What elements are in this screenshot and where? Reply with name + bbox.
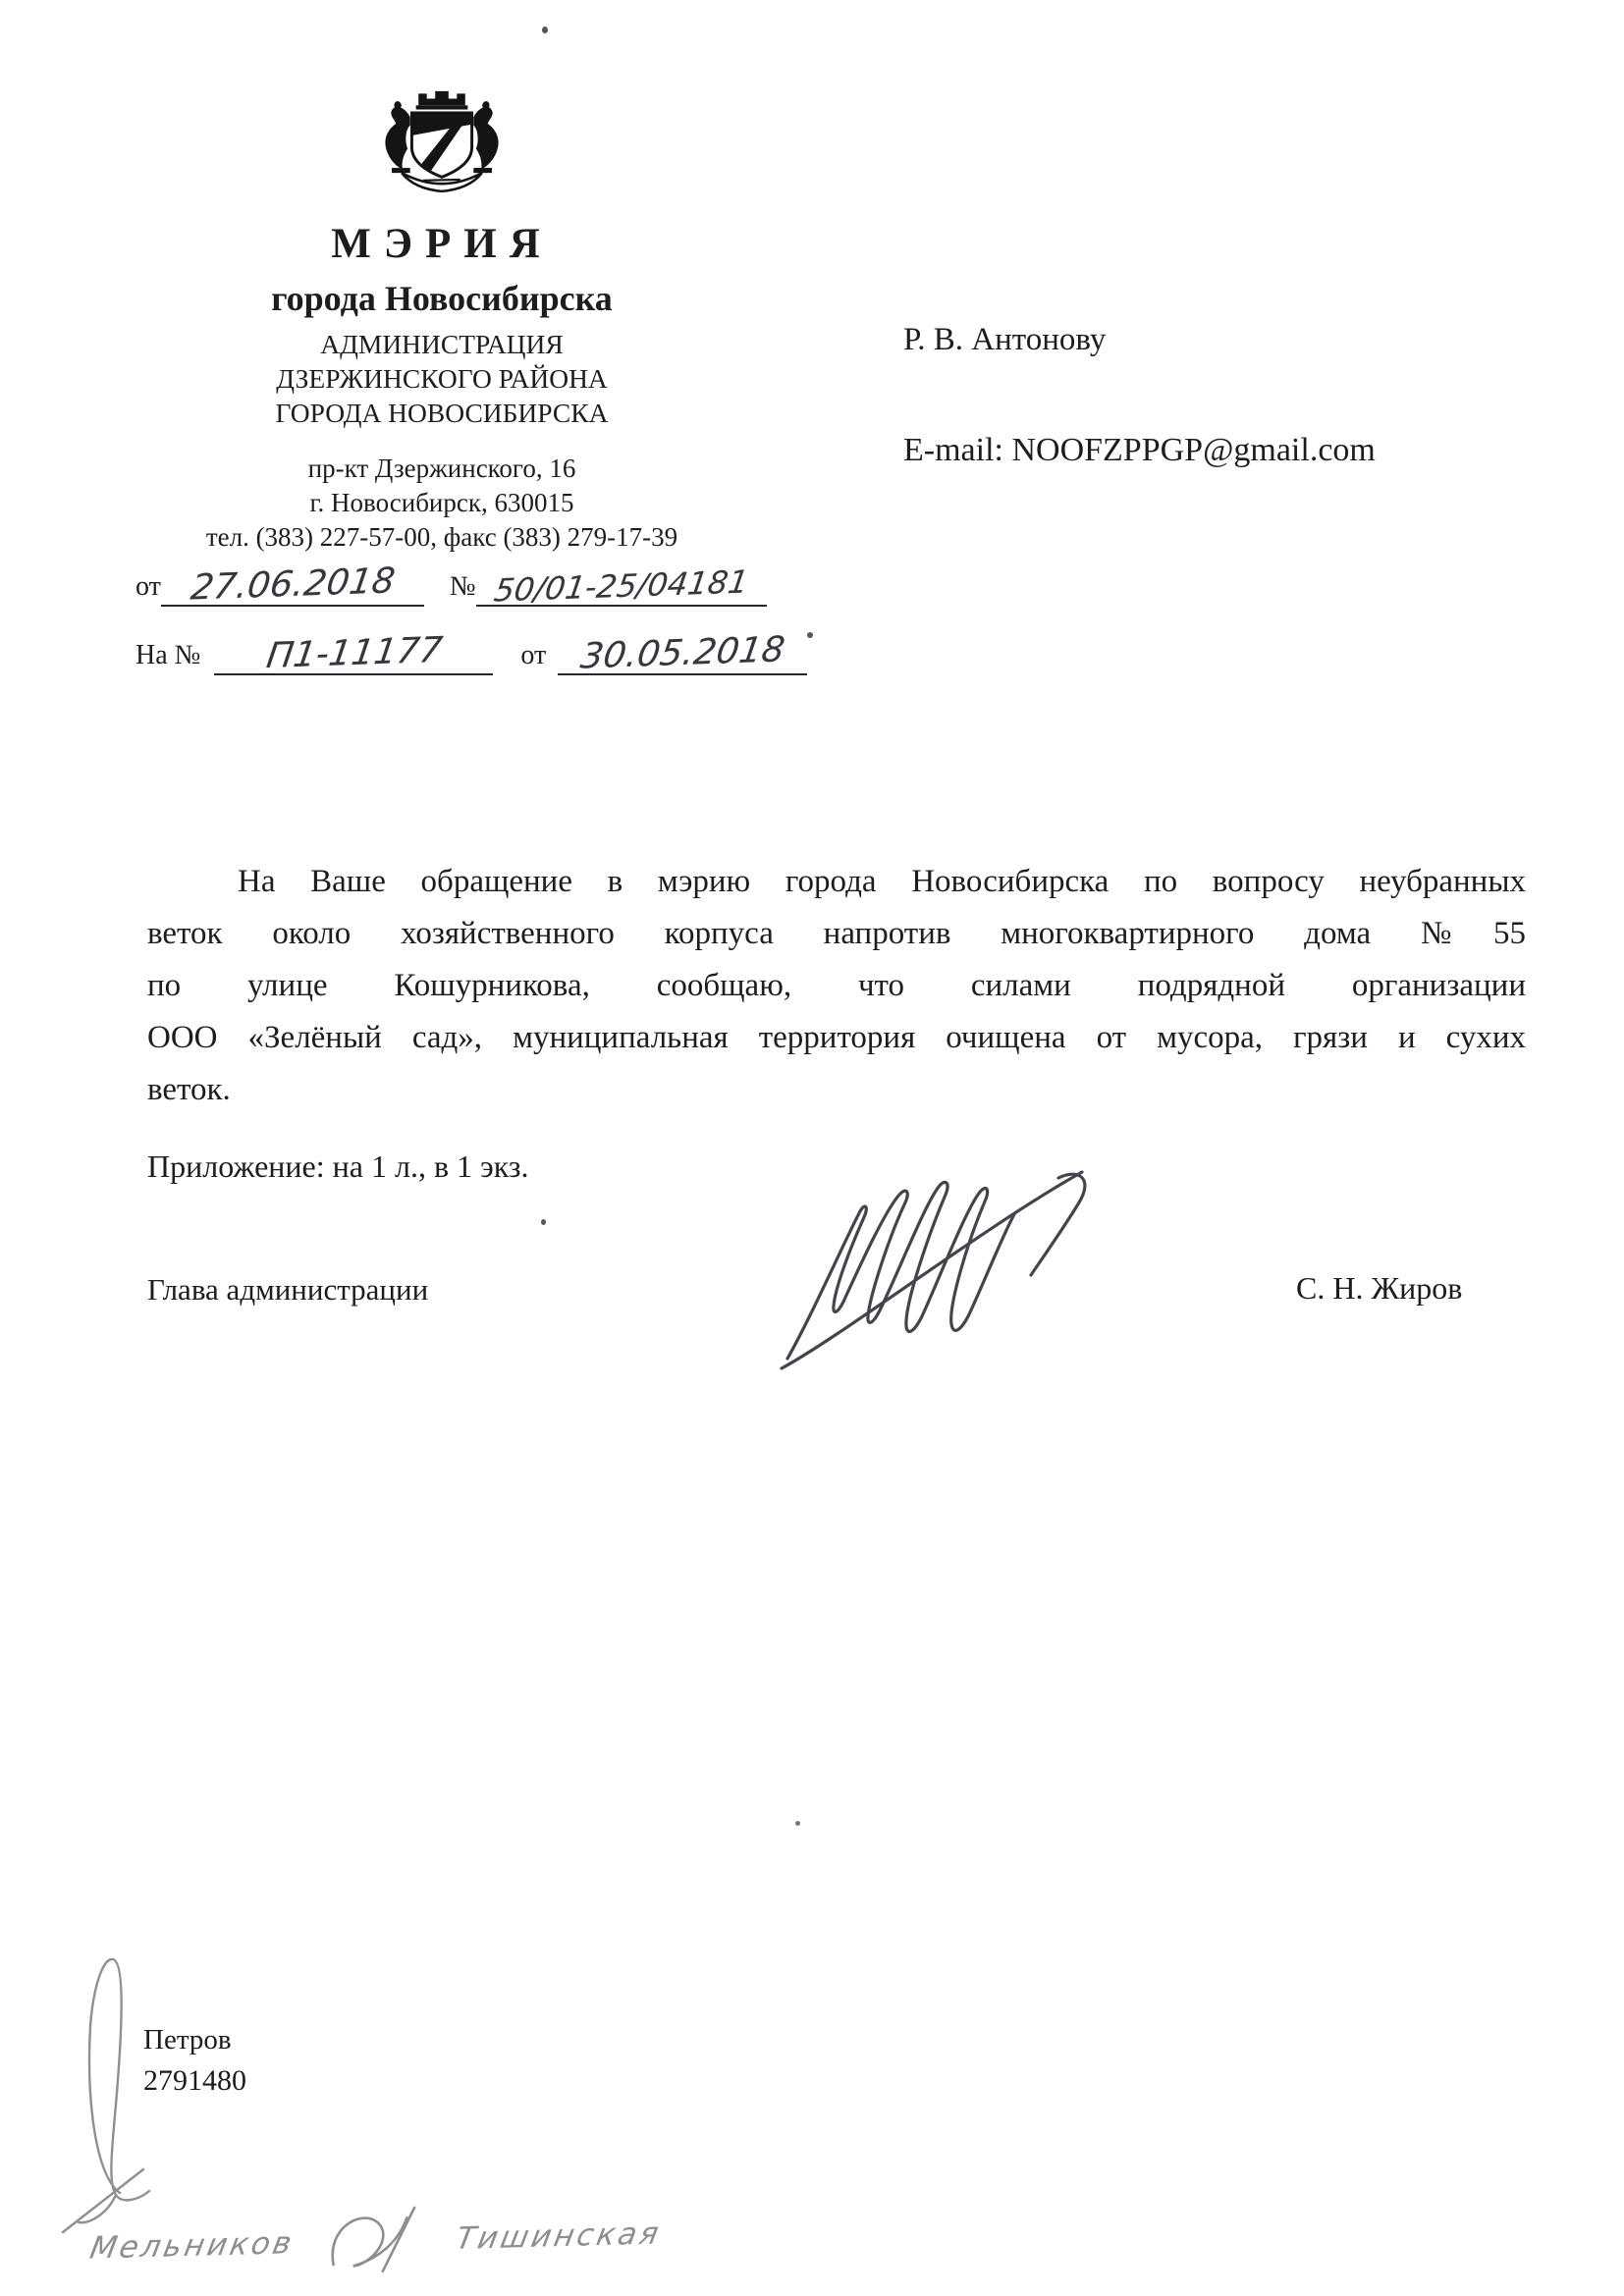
out-number-handwritten: 50/01-25/04181 [491,562,751,610]
executor-block [143,2020,246,2101]
org-line: ГОРОДА НОВОСИБИРСКА [275,398,609,428]
executor-name: Петров [143,2024,232,2056]
scan-speck [541,1219,546,1225]
scan-speck [795,1821,800,1826]
attachment-note: Приложение: на 1 л., в 1 экз. [147,1148,529,1184]
recipient-email: E-mail: NOOFZPPGP@gmail.com [903,432,1376,468]
outgoing-reference-row [135,561,767,610]
out-date-field [161,561,424,609]
org-line: ДЗЕРЖИНСКОГО РАЙОНА [276,363,608,394]
address-street: пр-кт Дзержинского, 16 [307,454,576,483]
in-date-label: от [520,640,547,670]
org-title: МЭРИЯ [331,221,553,267]
scan-speck [542,27,548,33]
org-address [116,452,768,555]
footer-signature-flourish [320,2202,430,2281]
in-date-field [558,629,807,677]
signer-position: Глава администрации [147,1272,429,1307]
in-number-handwritten: П1-11177 [263,629,445,677]
address-phone-fax: тел. (383) 227-57-00, факс (383) 279-17-39 [205,522,678,552]
address-city: г. Новосибирск, 630015 [309,488,574,517]
out-number-field [476,562,767,610]
coat-of-arms-novosibirsk-icon [375,84,509,196]
body-line: На Ваше обращение в мэрию города Новосибирска по вопросу неубранных [238,864,1526,899]
incoming-reference-row [135,629,807,677]
executor-phone: 2791480 [143,2064,246,2097]
scan-speck [807,632,813,638]
zhirov-signature [766,1166,1129,1377]
recipient-name: Р. В. Антонову [903,322,1107,357]
body-line: ООО «Зелёный сад», муниципальная территория очищена от мусора, грязи и сухих [147,1020,1526,1055]
footer-handwriting-row [86,2195,665,2286]
body-line: по улице Кошурникова, сообщаю, что силами подрядной организации [147,968,1526,1003]
in-number-field [214,629,493,677]
org-subtitle: города Новосибирска [271,279,613,318]
out-date-label: от [135,571,161,602]
in-number-label: На № [135,640,201,670]
org-line: АДМИНИСТРАЦИЯ [320,329,564,359]
footer-handwritten-name-right: Тишинская [453,2216,665,2257]
body-line: веток около хозяйственного корпуса напротив многоквартирного дома №55 [147,916,1526,951]
out-number-label: № [449,571,476,602]
footer-handwritten-name-left: Мельников [86,2225,298,2267]
in-date-handwritten: 30.05.2018 [577,629,787,677]
out-date-handwritten: 27.06.2018 [188,561,398,609]
letter-body [147,856,1526,1116]
signer-name: С. Н. Жиров [1296,1270,1463,1306]
body-line: веток. [147,1072,231,1107]
letterhead [116,84,768,555]
